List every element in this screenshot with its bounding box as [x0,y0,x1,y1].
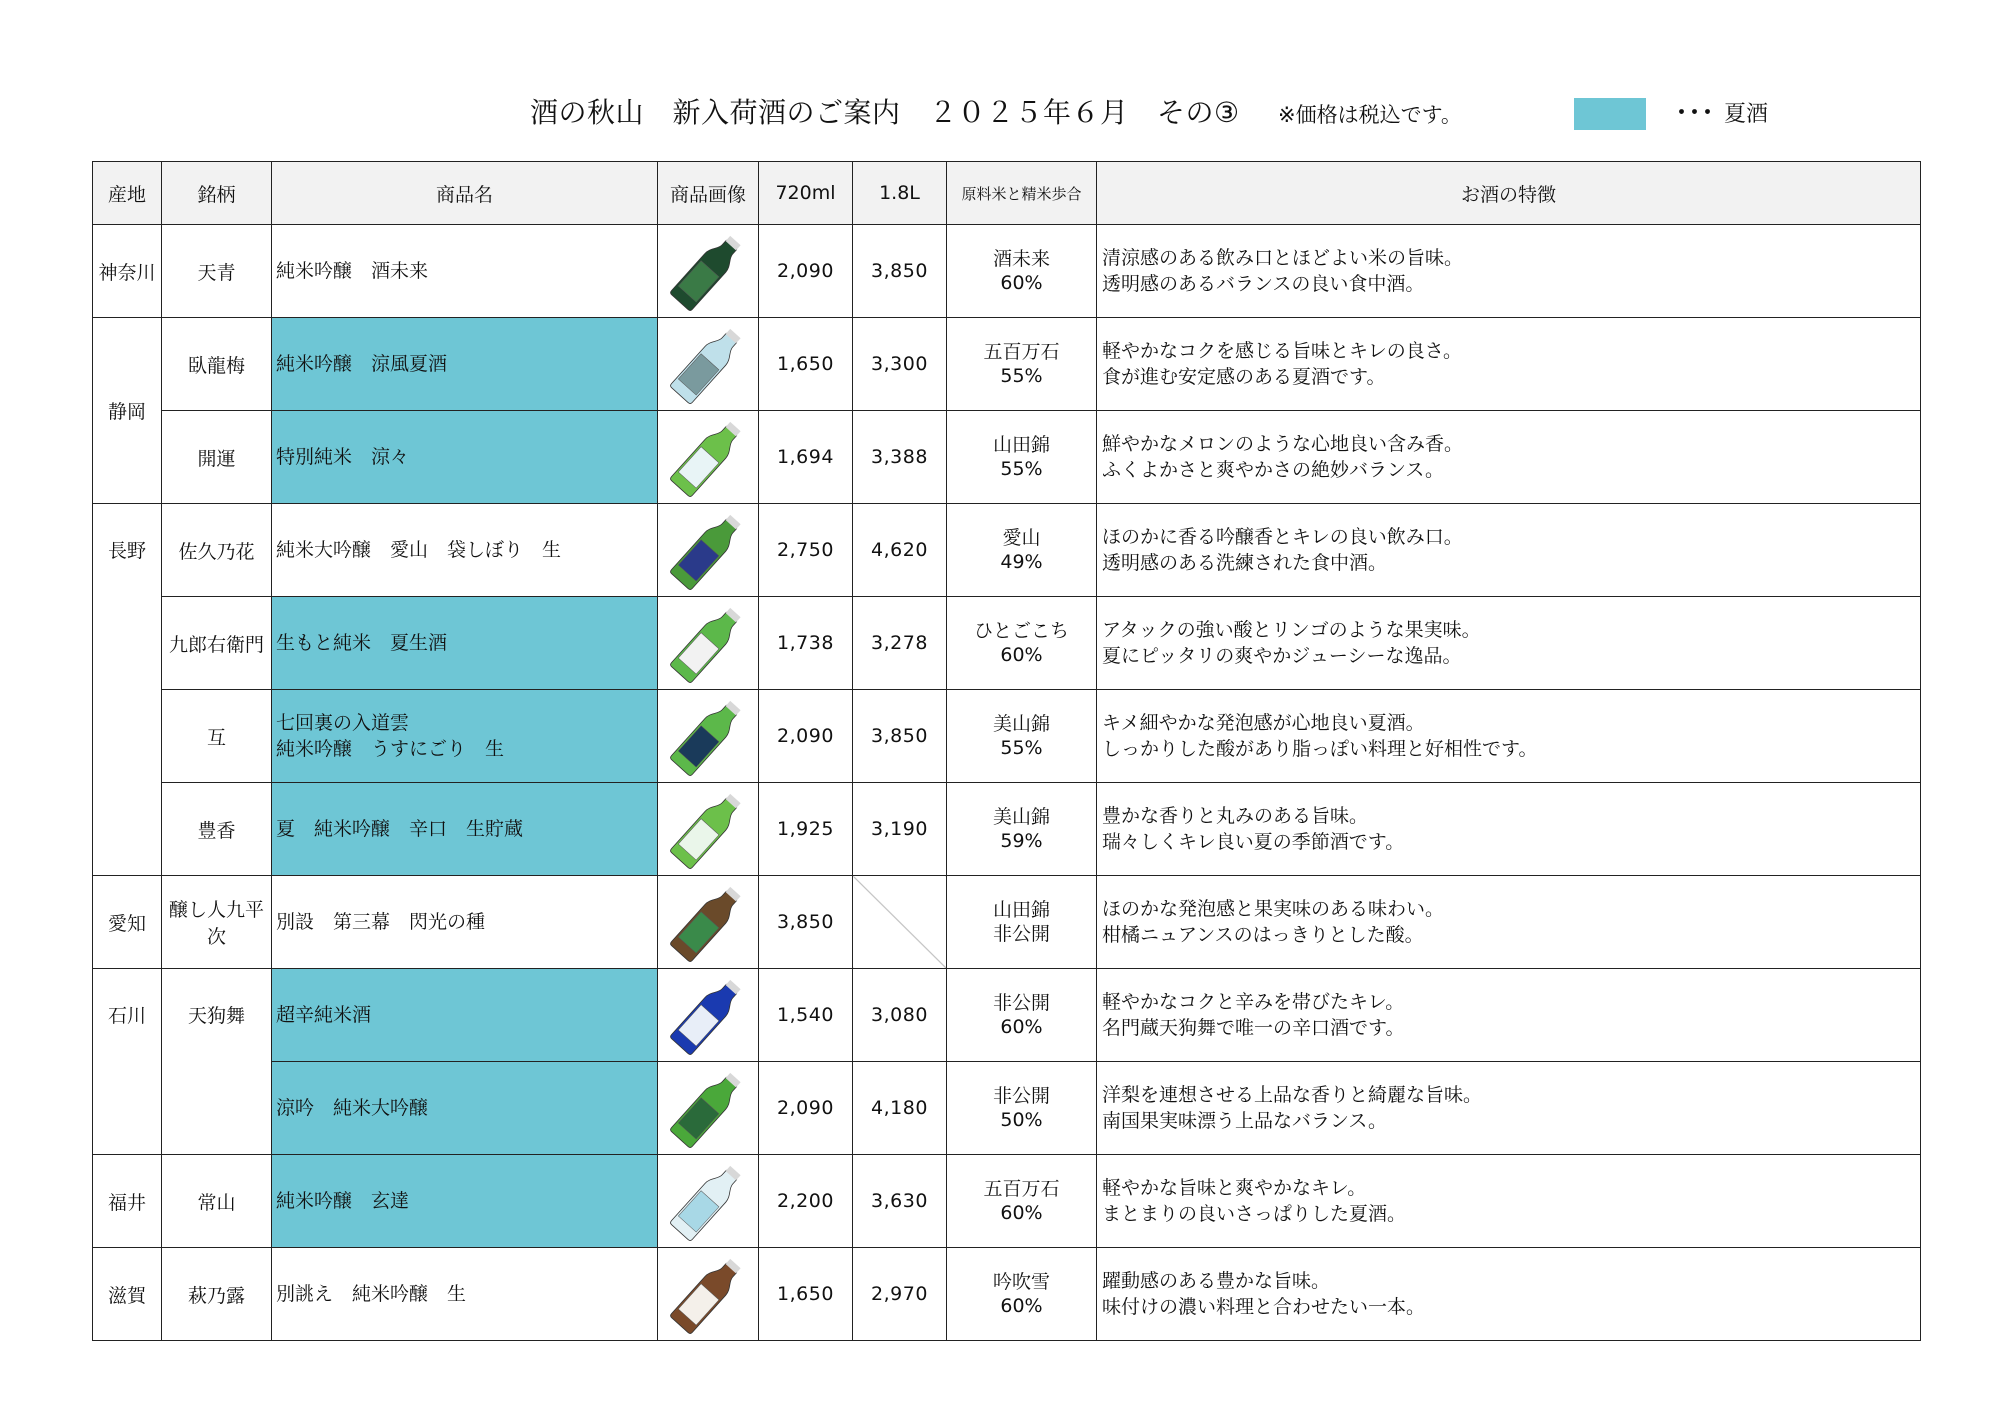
brand-cell: 臥龍梅 [162,318,272,411]
table-row [93,597,1921,690]
polish-ratio: 55% [1000,365,1043,387]
price-18l: 3,300 [853,318,947,411]
feature-line: 名門蔵天狗舞で唯一の辛口酒です。 [1102,1017,1405,1039]
table-row [93,1062,1921,1155]
rice-variety: 山田錦 [992,434,1050,456]
region-cell: 福井 [93,1155,162,1248]
features-cell [1097,1248,1921,1341]
table-row [93,411,1921,504]
rice-variety: 美山錦 [992,806,1050,828]
sake-bottle-image [666,879,750,965]
price-18l: 3,388 [853,411,947,504]
header-product-image: 商品画像 [658,162,759,225]
polish-ratio: 60% [1000,272,1043,294]
rice-variety: 五百万石 [983,341,1060,363]
feature-line: 清涼感のある飲み口とほどよい米の旨味。 [1102,247,1464,269]
price-720ml: 1,694 [759,411,853,504]
rice-cell [947,876,1097,969]
product-name-line: 別設 第三幕 閃光の種 [276,911,486,933]
product-name-cell [272,1248,658,1341]
price-720ml: 1,650 [759,318,853,411]
feature-line: 味付けの濃い料理と合わせたい一本。 [1102,1296,1426,1318]
feature-line: ほのかに香る吟醸香とキレの良い飲み口。 [1102,526,1463,548]
product-name-cell [272,1062,658,1155]
price-18l: 3,630 [853,1155,947,1248]
sake-bottle-image [666,786,750,872]
table-row [93,783,1921,876]
features-cell [1097,504,1921,597]
feature-line: 瑞々しくキレ良い夏の季節酒です。 [1102,831,1405,853]
summer-legend-swatch [1574,98,1646,130]
sake-bottle-image [666,321,750,407]
price-18l: 3,190 [853,783,947,876]
brand-cell: 天狗舞 [162,969,272,1155]
price-720ml: 1,650 [759,1248,853,1341]
table-row [93,1248,1921,1341]
sake-bottle-image [666,228,750,314]
product-image-cell [658,690,759,783]
product-name-cell [272,318,658,411]
price-720ml: 2,200 [759,1155,853,1248]
sake-bottle-image [666,1251,750,1337]
product-image-cell [658,1248,759,1341]
polish-ratio: 60% [1000,1202,1043,1224]
price-18l: 3,850 [853,225,947,318]
feature-line: 透明感のあるバランスの良い食中酒。 [1102,273,1425,295]
header-product-name: 商品名 [272,162,658,225]
feature-line: 透明感のある洗練された食中酒。 [1102,552,1388,574]
header-features: お酒の特徴 [1097,162,1921,225]
brand-cell: 互 [162,690,272,783]
feature-line: 豊かな香りと丸みのある旨味。 [1102,805,1369,827]
header-rice: 原料米と精米歩合 [947,162,1097,225]
feature-line: アタックの強い酸とリンゴのような果実味。 [1102,619,1481,641]
rice-cell [947,318,1097,411]
price-18l: 4,180 [853,1062,947,1155]
brand-cell: 九郎右衛門 [162,597,272,690]
product-name-cell [272,876,658,969]
sake-bottle-image [666,972,750,1058]
rice-variety: 非公開 [992,1085,1050,1107]
product-image-cell [658,876,759,969]
brand-cell: 醸し人九平次 [162,876,272,969]
header-18l: 1.8L [853,162,947,225]
product-image-cell [658,783,759,876]
polish-ratio: 55% [1000,737,1043,759]
rice-cell [947,225,1097,318]
product-name-line: 生もと純米 夏生酒 [276,632,448,654]
features-cell [1097,411,1921,504]
price-720ml: 3,850 [759,876,853,969]
rice-cell [947,1155,1097,1248]
rice-cell [947,411,1097,504]
product-image-cell [658,225,759,318]
price-720ml: 2,090 [759,1062,853,1155]
features-cell [1097,783,1921,876]
tax-note: ※価格は税込です。 [1278,103,1462,127]
brand-cell: 常山 [162,1155,272,1248]
brand-cell: 豊香 [162,783,272,876]
features-cell [1097,969,1921,1062]
price-18l: 3,278 [853,597,947,690]
table-header-row [93,162,1921,225]
features-cell [1097,1155,1921,1248]
feature-line: 柑橘ニュアンスのはっきりとした酸。 [1102,924,1424,946]
sake-bottle-image [666,414,750,500]
price-720ml: 1,738 [759,597,853,690]
product-name-line: 特別純米 涼々 [276,446,410,468]
feature-line: 南国果実味漂う上品なバランス。 [1102,1110,1388,1132]
brand-cell: 佐久乃花 [162,504,272,597]
features-cell [1097,690,1921,783]
rice-cell [947,1062,1097,1155]
price-18l: 3,850 [853,690,947,783]
product-image-cell [658,969,759,1062]
table-row [93,318,1921,411]
product-image-cell [658,597,759,690]
price-720ml: 1,925 [759,783,853,876]
product-name-line: 純米吟醸 涼風夏酒 [276,353,448,375]
table-row [93,969,1921,1062]
region-cell: 長野 [93,504,162,876]
product-name-line: 超辛純米酒 [276,1004,372,1026]
polish-ratio: 60% [1000,644,1043,666]
legend-label: 夏酒 [1724,102,1769,127]
feature-line: 軽やかなコクと辛みを帯びたキレ。 [1102,991,1405,1013]
rice-variety: 山田錦 [992,899,1050,921]
rice-cell [947,504,1097,597]
sake-table [92,161,1921,1341]
region-cell: 神奈川 [93,225,162,318]
features-cell [1097,225,1921,318]
product-name-cell [272,504,658,597]
rice-cell [947,969,1097,1062]
region-cell: 静岡 [93,318,162,504]
rice-cell [947,597,1097,690]
table-row [93,504,1921,597]
product-image-cell [658,504,759,597]
price-720ml: 1,540 [759,969,853,1062]
rice-variety: 美山錦 [992,713,1050,735]
sake-bottle-image [666,1065,750,1151]
feature-line: 食が進む安定感のある夏酒です。 [1102,366,1386,388]
polish-ratio: 60% [1000,1295,1043,1317]
table-row [93,1155,1921,1248]
product-name-line: 純米吟醸 うすにごり 生 [276,738,505,760]
product-name-line: 純米吟醸 酒未来 [276,260,429,282]
rice-cell [947,783,1097,876]
product-name-line: 涼吟 純米大吟醸 [276,1097,429,1119]
product-name-cell [272,783,658,876]
feature-line: 軽やかなコクを感じる旨味とキレの良さ。 [1102,340,1463,362]
table-row [93,225,1921,318]
header-region: 産地 [93,162,162,225]
region-cell: 愛知 [93,876,162,969]
product-name-line: 別誂え 純米吟醸 生 [276,1283,467,1305]
price-720ml: 2,090 [759,225,853,318]
price-18l: 3,080 [853,969,947,1062]
feature-line: ふくよかさと爽やかさの絶妙バランス。 [1102,459,1445,481]
polish-ratio: 60% [1000,1016,1043,1038]
legend-dots: ･･･ [1676,101,1716,126]
price-18l-unavailable [853,876,947,969]
features-cell [1097,876,1921,969]
sake-bottle-image [666,600,750,686]
feature-line: 軽やかな旨味と爽やかなキレ。 [1102,1177,1367,1199]
rice-cell [947,690,1097,783]
product-image-cell [658,411,759,504]
brand-cell: 天青 [162,225,272,318]
polish-ratio: 49% [1000,551,1043,573]
features-cell [1097,318,1921,411]
product-name-line: 純米吟醸 玄達 [276,1190,410,1212]
price-720ml: 2,750 [759,504,853,597]
product-name-line: 純米大吟醸 愛山 袋しぼり 生 [276,539,562,561]
table-row [93,690,1921,783]
rice-variety: 酒未来 [992,248,1050,270]
feature-line: ほのかな発泡感と果実味のある味わい。 [1102,898,1445,920]
region-cell: 滋賀 [93,1248,162,1341]
features-cell [1097,597,1921,690]
feature-line: まとまりの良いさっぱりした夏酒。 [1102,1203,1407,1225]
product-name-line: 七回裏の入道雲 [276,712,410,734]
price-720ml: 2,090 [759,690,853,783]
product-name-cell [272,597,658,690]
polish-ratio: 非公開 [992,923,1050,945]
sake-bottle-image [666,693,750,779]
page-title: 酒の秋山 新入荷酒のご案内 ２０２５年６月 その③ [530,96,1240,129]
feature-line: 夏にピッタリの爽やかジューシーな逸品。 [1102,645,1462,667]
region-cell: 石川 [93,969,162,1155]
price-18l: 4,620 [853,504,947,597]
header-brand: 銘柄 [162,162,272,225]
feature-line: しっかりした酸があり脂っぽい料理と好相性です。 [1102,738,1538,760]
product-name-line: 夏 純米吟醸 辛口 生貯蔵 [276,818,524,840]
rice-variety: 五百万石 [983,1178,1060,1200]
table-row [93,876,1921,969]
product-image-cell [658,318,759,411]
polish-ratio: 50% [1000,1109,1043,1131]
sake-bottle-image [666,507,750,593]
sake-bottle-image [666,1158,750,1244]
polish-ratio: 55% [1000,458,1043,480]
rice-variety: 愛山 [1002,527,1041,549]
polish-ratio: 59% [1000,830,1043,852]
brand-cell: 萩乃露 [162,1248,272,1341]
features-cell [1097,1062,1921,1155]
product-image-cell [658,1155,759,1248]
feature-line: 洋梨を連想させる上品な香りと綺麗な旨味。 [1102,1084,1483,1106]
product-name-cell [272,411,658,504]
rice-cell [947,1248,1097,1341]
brand-cell: 開運 [162,411,272,504]
product-name-cell [272,225,658,318]
rice-variety: ひとごこち [973,620,1069,642]
feature-line: 鮮やかなメロンのような心地良い含み香。 [1102,433,1464,455]
product-name-cell [272,969,658,1062]
feature-line: 躍動感のある豊かな旨味。 [1102,1270,1331,1292]
product-name-cell [272,690,658,783]
feature-line: キメ細やかな発泡感が心地良い夏酒。 [1102,712,1425,734]
rice-variety: 吟吹雪 [992,1271,1050,1293]
product-image-cell [658,1062,759,1155]
price-18l: 2,970 [853,1248,947,1341]
header-720ml: 720ml [759,162,853,225]
rice-variety: 非公開 [992,992,1050,1014]
product-name-cell [272,1155,658,1248]
